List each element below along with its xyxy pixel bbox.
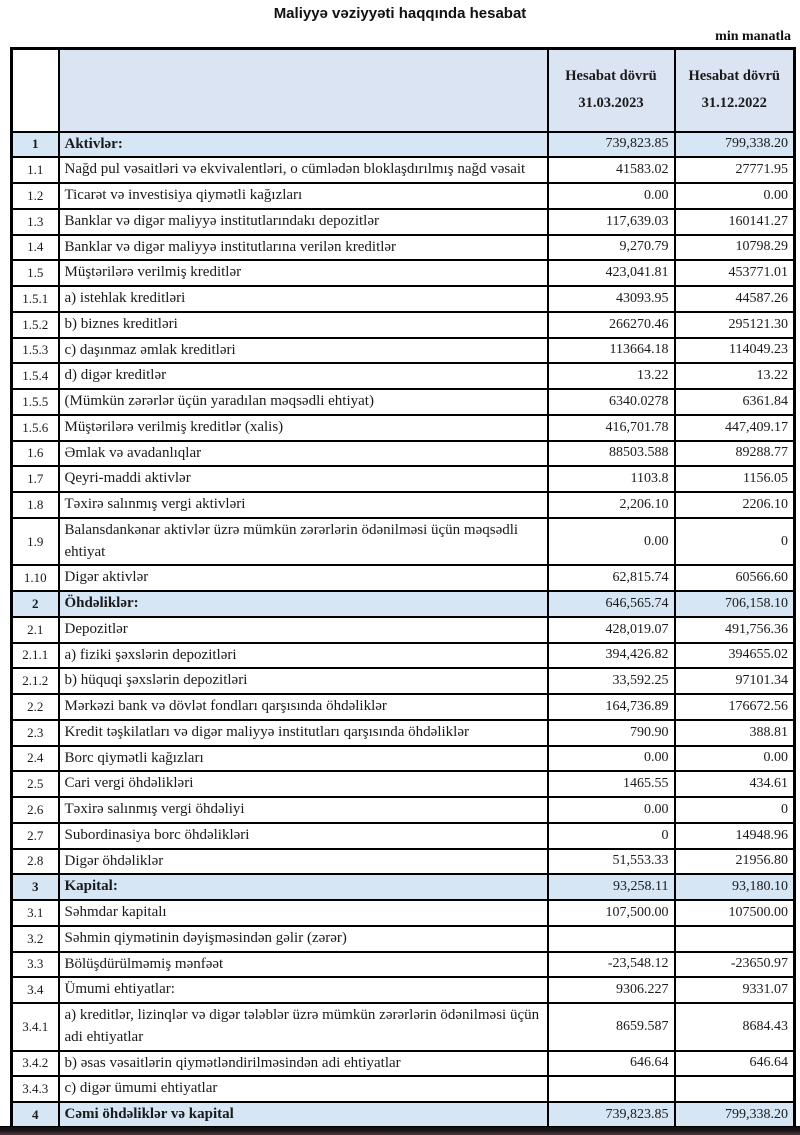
table-row: [12, 492, 795, 518]
value-2023: 93,258.11: [548, 874, 675, 900]
value-2023: 33,592.25: [548, 668, 675, 694]
value-2022: 0.00: [675, 183, 795, 209]
row-number: 1.4: [12, 235, 59, 261]
value-2022: 10798.29: [675, 235, 795, 261]
table-row: [12, 466, 795, 492]
value-2023: 164,736.89: [548, 694, 675, 720]
value-2023: 13.22: [548, 363, 675, 389]
value-2022: 21956.80: [675, 849, 795, 875]
row-label: Ümumi ehtiyatlar:: [59, 977, 548, 1003]
value-2022: 295121.30: [675, 312, 795, 338]
value-2022: 13.22: [675, 363, 795, 389]
value-2023: 51,553.33: [548, 849, 675, 875]
row-number: 2.7: [12, 823, 59, 849]
table-row: [12, 591, 795, 617]
value-2023: 2,206.10: [548, 492, 675, 518]
row-number: 1.5.2: [12, 312, 59, 338]
financial-position-table: [10, 47, 796, 1130]
value-2022: 2206.10: [675, 492, 795, 518]
unit-note: min manatla: [715, 29, 791, 44]
row-number: 1.1: [12, 157, 59, 183]
header-indicator-cell: [59, 49, 548, 132]
row-label: Borc qiymətli kağızları: [59, 746, 548, 772]
row-number: 2.2: [12, 694, 59, 720]
header-period-2023-line2: 31.03.2023: [578, 95, 644, 112]
value-2023: 43093.95: [548, 286, 675, 312]
row-number: 2.5: [12, 771, 59, 797]
value-2022: 27771.95: [675, 157, 795, 183]
table-row: [12, 1076, 795, 1102]
row-label: a) fiziki şəxslərin depozitləri: [59, 643, 548, 669]
row-number: 3: [12, 874, 59, 900]
value-2023: 416,701.78: [548, 415, 675, 441]
value-2022: 89288.77: [675, 441, 795, 467]
table-row: [12, 565, 795, 591]
row-label: Qeyri-maddi aktivlər: [59, 466, 548, 492]
row-label: b) hüquqi şəxslərin depozitləri: [59, 668, 548, 694]
row-number: 3.2: [12, 926, 59, 952]
value-2023: 423,041.81: [548, 260, 675, 286]
table-row: [12, 900, 795, 926]
row-number: 1.7: [12, 466, 59, 492]
value-2023: 428,019.07: [548, 617, 675, 643]
row-label: Müştərilərə verilmiş kreditlər: [59, 260, 548, 286]
value-2023: 0: [548, 823, 675, 849]
row-number: 3.4: [12, 977, 59, 1003]
value-2022: [675, 1076, 795, 1102]
row-label: a) istehlak kreditləri: [59, 286, 548, 312]
row-number: 1.2: [12, 183, 59, 209]
row-label: Banklar və digər maliyyə institutlarındakı depozitlər: [59, 209, 548, 235]
value-2022: 14948.96: [675, 823, 795, 849]
row-label: Banklar və digər maliyyə institutlarına verilən kreditlər: [59, 235, 548, 261]
value-2023: 0.00: [548, 518, 675, 566]
table-row: [12, 1102, 795, 1128]
header-period-2022: [675, 49, 795, 132]
row-number: 2.1.1: [12, 643, 59, 669]
value-2023: 107,500.00: [548, 900, 675, 926]
value-2023: 266270.46: [548, 312, 675, 338]
value-2022: 1156.05: [675, 466, 795, 492]
row-number: 1.5.5: [12, 389, 59, 415]
value-2023: 646.64: [548, 1051, 675, 1077]
value-2023: 9,270.79: [548, 235, 675, 261]
table-row: [12, 874, 795, 900]
value-2022: 453771.01: [675, 260, 795, 286]
value-2022: 447,409.17: [675, 415, 795, 441]
value-2022: 646.64: [675, 1051, 795, 1077]
value-2023: 0.00: [548, 797, 675, 823]
row-label: d) digər kreditlər: [59, 363, 548, 389]
value-2022: 394655.02: [675, 643, 795, 669]
row-label: Bölüşdürülməmiş mənfəət: [59, 952, 548, 978]
table-row: [12, 518, 795, 566]
value-2022: 9331.07: [675, 977, 795, 1003]
row-number: 1.10: [12, 565, 59, 591]
row-label: Əmlak və avadanlıqlar: [59, 441, 548, 467]
value-2023: [548, 926, 675, 952]
row-label: Subordinasiya borc öhdəlikləri: [59, 823, 548, 849]
value-2023: 739,823.85: [548, 1102, 675, 1128]
row-number: 2.3: [12, 720, 59, 746]
row-number: 1.5.4: [12, 363, 59, 389]
row-label: Depozitlər: [59, 617, 548, 643]
value-2022: 176672.56: [675, 694, 795, 720]
row-label: Öhdəliklər:: [59, 591, 548, 617]
row-number: 1.6: [12, 441, 59, 467]
table-row: [12, 771, 795, 797]
table-row: [12, 209, 795, 235]
value-2023: [548, 1076, 675, 1102]
row-label: Müştərilərə verilmiş kreditlər (xalis): [59, 415, 548, 441]
value-2023: 646,565.74: [548, 591, 675, 617]
table-row: [12, 849, 795, 875]
value-2022: 107500.00: [675, 900, 795, 926]
page-title: Maliyyə vəziyyəti haqqında hesabat: [273, 5, 527, 22]
value-2022: 434.61: [675, 771, 795, 797]
value-2023: 1465.55: [548, 771, 675, 797]
table-row: [12, 415, 795, 441]
table-row: [12, 1051, 795, 1077]
header-corner-cell: [12, 49, 59, 132]
value-2022: -23650.97: [675, 952, 795, 978]
row-number: 1.5.1: [12, 286, 59, 312]
table-row: [12, 441, 795, 467]
row-label: Ticarət və investisiya qiymətli kağızları: [59, 183, 548, 209]
table-header-row: [12, 49, 795, 132]
table-row: [12, 668, 795, 694]
table-row: [12, 823, 795, 849]
value-2023: 41583.02: [548, 157, 675, 183]
row-label: Balansdankənar aktivlər üzrə mümkün zərərlərin ödənilməsi üçün məqsədli ehtiyat: [59, 518, 548, 566]
row-number: 2.6: [12, 797, 59, 823]
row-label: (Mümkün zərərlər üçün yaradılan məqsədli ehtiyat): [59, 389, 548, 415]
value-2022: 706,158.10: [675, 591, 795, 617]
row-label: Kredit təşkilatları və digər maliyyə institutları qarşısında öhdəliklər: [59, 720, 548, 746]
table-row: [12, 643, 795, 669]
value-2022: 6361.84: [675, 389, 795, 415]
value-2022: 0: [675, 797, 795, 823]
value-2023: 8659.587: [548, 1003, 675, 1051]
table-row: [12, 363, 795, 389]
row-label: c) daşınmaz əmlak kreditləri: [59, 338, 548, 364]
table-row: [12, 694, 795, 720]
row-number: 2.1.2: [12, 668, 59, 694]
row-number: 3.4.2: [12, 1051, 59, 1077]
row-number: 1.5.3: [12, 338, 59, 364]
row-number: 1.5: [12, 260, 59, 286]
value-2022: 0: [675, 518, 795, 566]
table-row: [12, 157, 795, 183]
row-label: a) kreditlər, lizinqlər və digər tələblər üzrə mümkün zərərlərin ödənilməsi üçün adi ehtiyatlar: [59, 1003, 548, 1051]
header-period-2023-line1: Hesabat dövrü: [565, 67, 657, 84]
value-2023: 0.00: [548, 746, 675, 772]
value-2022: 799,338.20: [675, 132, 795, 158]
row-label: Təxirə salınmış vergi öhdəliyi: [59, 797, 548, 823]
value-2022: 44587.26: [675, 286, 795, 312]
row-number: 2.4: [12, 746, 59, 772]
table-row: [12, 389, 795, 415]
table-row: [12, 746, 795, 772]
row-number: 4: [12, 1102, 59, 1128]
row-number: 3.4.1: [12, 1003, 59, 1051]
table-row: [12, 286, 795, 312]
row-number: 1.3: [12, 209, 59, 235]
row-label: Cəmi öhdəliklər və kapital: [59, 1102, 548, 1128]
value-2022: 8684.43: [675, 1003, 795, 1051]
table-row: [12, 926, 795, 952]
value-2022: 60566.60: [675, 565, 795, 591]
header-period-2022-line2: 31.12.2022: [701, 95, 767, 112]
row-number: 1.8: [12, 492, 59, 518]
value-2023: 62,815.74: [548, 565, 675, 591]
value-2022: 114049.23: [675, 338, 795, 364]
value-2023: 394,426.82: [548, 643, 675, 669]
value-2023: 9306.227: [548, 977, 675, 1003]
row-number: 3.1: [12, 900, 59, 926]
row-label: Kapital:: [59, 874, 548, 900]
table-row: [12, 977, 795, 1003]
footer-bar: [0, 1126, 800, 1135]
table-row: [12, 720, 795, 746]
value-2023: 6340.0278: [548, 389, 675, 415]
row-label: Digər aktivlər: [59, 565, 548, 591]
table-row: [12, 617, 795, 643]
row-label: Mərkəzi bank və dövlət fondları qarşısında öhdəliklər: [59, 694, 548, 720]
row-label: Digər öhdəliklər: [59, 849, 548, 875]
table-row: [12, 952, 795, 978]
table-row: [12, 338, 795, 364]
value-2022: [675, 926, 795, 952]
value-2022: 160141.27: [675, 209, 795, 235]
row-label: Səhmin qiymətinin dəyişməsindən gəlir (zərər): [59, 926, 548, 952]
table-row: [12, 312, 795, 338]
row-label: Təxirə salınmış vergi aktivləri: [59, 492, 548, 518]
table-row: [12, 797, 795, 823]
table-row: [12, 235, 795, 261]
row-number: 3.3: [12, 952, 59, 978]
value-2023: -23,548.12: [548, 952, 675, 978]
table-row: [12, 1003, 795, 1051]
row-number: 1.5.6: [12, 415, 59, 441]
value-2023: 739,823.85: [548, 132, 675, 158]
row-label: Aktivlər:: [59, 132, 548, 158]
value-2023: 88503.588: [548, 441, 675, 467]
row-number: 2.1: [12, 617, 59, 643]
row-label: Səhmdar kapitalı: [59, 900, 548, 926]
row-label: c) digər ümumi ehtiyatlar: [59, 1076, 548, 1102]
value-2023: 113664.18: [548, 338, 675, 364]
row-number: 2: [12, 591, 59, 617]
value-2023: 790.90: [548, 720, 675, 746]
value-2023: 0.00: [548, 183, 675, 209]
row-number: 1.9: [12, 518, 59, 566]
value-2022: 388.81: [675, 720, 795, 746]
row-label: b) əsas vəsaitlərin qiymətləndirilməsindən adi ehtiyatlar: [59, 1051, 548, 1077]
value-2022: 0.00: [675, 746, 795, 772]
row-label: Nağd pul vəsaitləri və ekvivalentləri, o cümlədən bloklaşdırılmış nağd vəsait: [59, 157, 548, 183]
header-period-2023: [548, 49, 675, 132]
row-number: 3.4.3: [12, 1076, 59, 1102]
row-label: Cari vergi öhdəlikləri: [59, 771, 548, 797]
table-row: [12, 183, 795, 209]
table-row: [12, 132, 795, 158]
value-2022: 799,338.20: [675, 1102, 795, 1128]
value-2022: 97101.34: [675, 668, 795, 694]
value-2023: 1103.8: [548, 466, 675, 492]
value-2022: 491,756.36: [675, 617, 795, 643]
row-number: 2.8: [12, 849, 59, 875]
value-2022: 93,180.10: [675, 874, 795, 900]
row-label: b) biznes kreditləri: [59, 312, 548, 338]
row-number: 1: [12, 132, 59, 158]
header-period-2022-line1: Hesabat dövrü: [688, 67, 780, 84]
table-row: [12, 260, 795, 286]
value-2023: 117,639.03: [548, 209, 675, 235]
